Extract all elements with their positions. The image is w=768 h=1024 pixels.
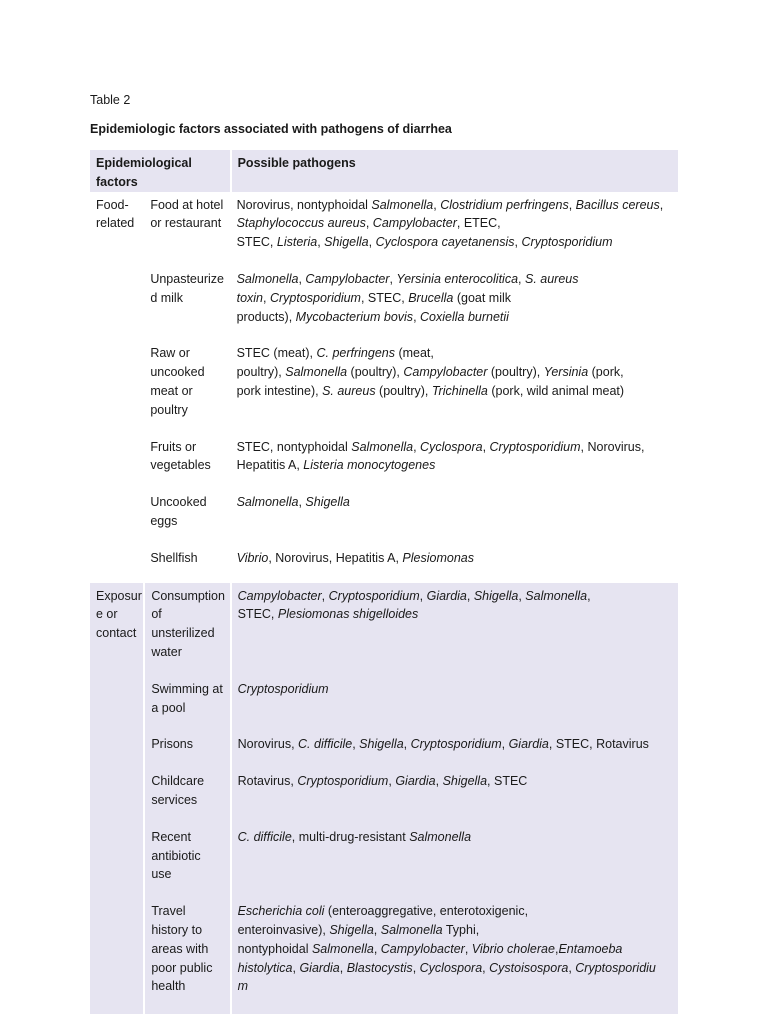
pathogens-cell: Rotavirus, Cryptosporidium, Giardia, Shigella, STEC (231, 769, 678, 825)
pathogens-cell: STEC, nontyphoidal Salmonella, Cyclospora, Cryptosporidium, Norovirus, Hepatitis A, Listeria monocytogenes (236, 439, 645, 473)
pathogens-cell: Cryptosporidium (231, 677, 678, 733)
factor-cell: Consumption of unsterilized water (144, 583, 230, 677)
table-label: Table 2 (90, 93, 131, 107)
factor-cell: Uncooked eggs (150, 495, 207, 528)
factor-cell: Food at hotel or restaurant (150, 197, 224, 231)
factor-cell: Childcare services (144, 769, 230, 825)
pathogens-cell: C. difficile, multi-drug-resistant Salmonella (231, 825, 678, 899)
pathogens-cell: Salmonella, Campylobacter, Yersinia enterocolitica, S. aureus toxin, Cryptosporidium, STEC, Brucella (goat milk products), Mycobacterium bovis, Coxiella burnetii (236, 271, 579, 324)
factor-cell: Swimming at a pool (144, 677, 230, 733)
table-row (90, 769, 678, 825)
table-row (90, 341, 678, 434)
pathogens-table (90, 150, 678, 1014)
factor-cell: Shellfish (150, 550, 198, 565)
factor-cell: Prisons (144, 732, 230, 769)
table-title: Epidemiologic factors associated with pathogens of diarrhea (90, 122, 452, 136)
table-row (90, 583, 678, 677)
table-row (90, 732, 678, 769)
table-row (90, 546, 678, 583)
header-pathogens: Possible pathogens (231, 150, 678, 192)
table-row (90, 435, 678, 491)
table-row (90, 825, 678, 899)
table-header-row (90, 150, 678, 192)
group-food-related: Food- related (96, 197, 135, 231)
pathogens-cell: Campylobacter, Cryptosporidium, Giardia, Shigella, Salmonella, STEC, Plesiomonas shigelloides (231, 583, 678, 677)
factor-cell: Fruits or vegetables (150, 439, 211, 473)
table-row (90, 267, 678, 341)
pathogens-cell: Norovirus, C. difficile, Shigella, Cryptosporidium, Giardia, STEC, Rotavirus (231, 732, 678, 769)
table-row (90, 899, 678, 1014)
factor-cell: Recent antibiotic use (144, 825, 230, 899)
table-row (90, 192, 678, 267)
factor-cell: Travel history to areas with poor public health (144, 899, 230, 1014)
pathogens-cell: Norovirus, nontyphoidal Salmonella, Clostridium perfringens, Bacillus cereus, Staphylococcus aureus, Campylobacter, ETEC, STEC, Listeria, Shigella, Cyclospora cayetanensis, Cryptosporidium (236, 197, 664, 250)
factor-cell: Raw or uncooked meat or poultry (150, 346, 205, 417)
table-row (90, 677, 678, 733)
pathogens-cell: STEC (meat), C. perfringens (meat, poultry), Salmonella (poultry), Campylobacter (poultry), Yersinia (pork, pork intestine), S. aureus (poultry), Trichinella (pork, wild animal meat) (236, 346, 625, 398)
pathogens-cell: Escherichia coli (enteroaggregative, enterotoxigenic, enteroinvasive), Shigella, Salmonella Typhi, nontyphoidal Salmonella, Campylobacter, Vibrio cholerae,Entamoeba histolytica, Giardia, Blastocystis, Cyclospora, Cystoisospora, Cryptosporidiu m (231, 899, 678, 1014)
table-row (90, 490, 678, 546)
pathogens-cell: Vibrio, Norovirus, Hepatitis A, Plesiomonas (236, 550, 474, 565)
factor-cell: Unpasteurize d milk (150, 271, 224, 305)
header-factors: Epidemiological factors (90, 150, 231, 192)
group-exposure-contact: Exposur e or contact (90, 583, 144, 1015)
pathogens-cell: Salmonella, Shigella (236, 495, 350, 510)
